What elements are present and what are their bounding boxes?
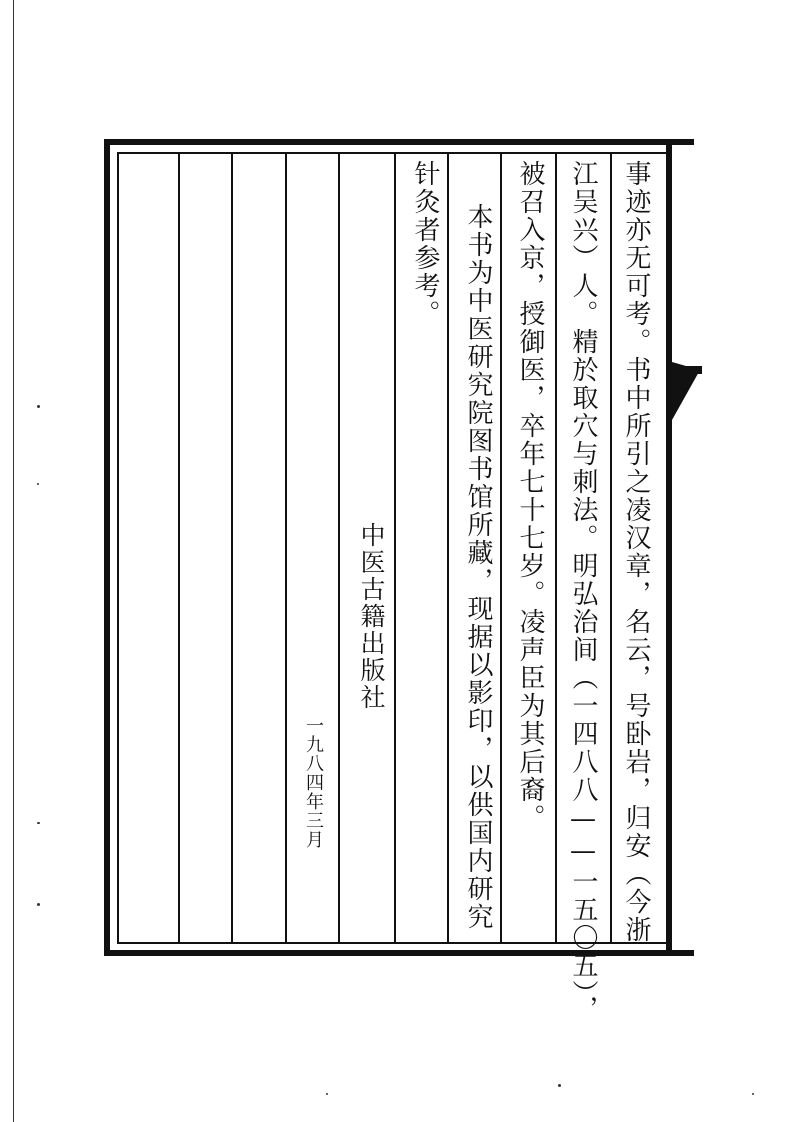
column-rule	[285, 152, 287, 944]
speck	[752, 1093, 754, 1095]
speck	[558, 1084, 561, 1087]
column-rule	[394, 152, 396, 944]
column-rule	[500, 152, 502, 944]
speck	[37, 822, 40, 824]
speck	[37, 483, 39, 485]
speck	[326, 1093, 328, 1095]
fore-edge-tab-mark	[672, 362, 700, 420]
speck	[37, 405, 40, 408]
text-column-3: 被召入京，授御医，卒年七十七岁。凌声臣为其后裔。	[515, 160, 545, 832]
column-rule	[610, 152, 612, 944]
publication-date: 一九八四年三月	[303, 716, 324, 849]
column-rule	[666, 152, 668, 944]
column-rule	[338, 152, 340, 944]
page-binding-edge	[13, 0, 14, 1122]
speck	[37, 903, 40, 906]
text-column-4: 本书为中医研究院图书馆所藏，现据以影印，以供国内研究	[463, 203, 493, 931]
publisher-name: 中医古籍出版社	[357, 522, 386, 711]
column-rule	[555, 152, 557, 944]
column-rule	[447, 152, 449, 944]
column-rule	[178, 152, 180, 944]
text-column-5: 针灸者参考。	[410, 160, 440, 328]
text-column-2: 江吴兴）人。精於取穴与刺法。明弘治间（一四八八——一五〇五），	[568, 160, 598, 1023]
text-column-1: 事迹亦无可考。书中所引之凌汉章，名云，号卧岩，归安（今浙	[621, 160, 651, 944]
column-rule	[231, 152, 233, 944]
